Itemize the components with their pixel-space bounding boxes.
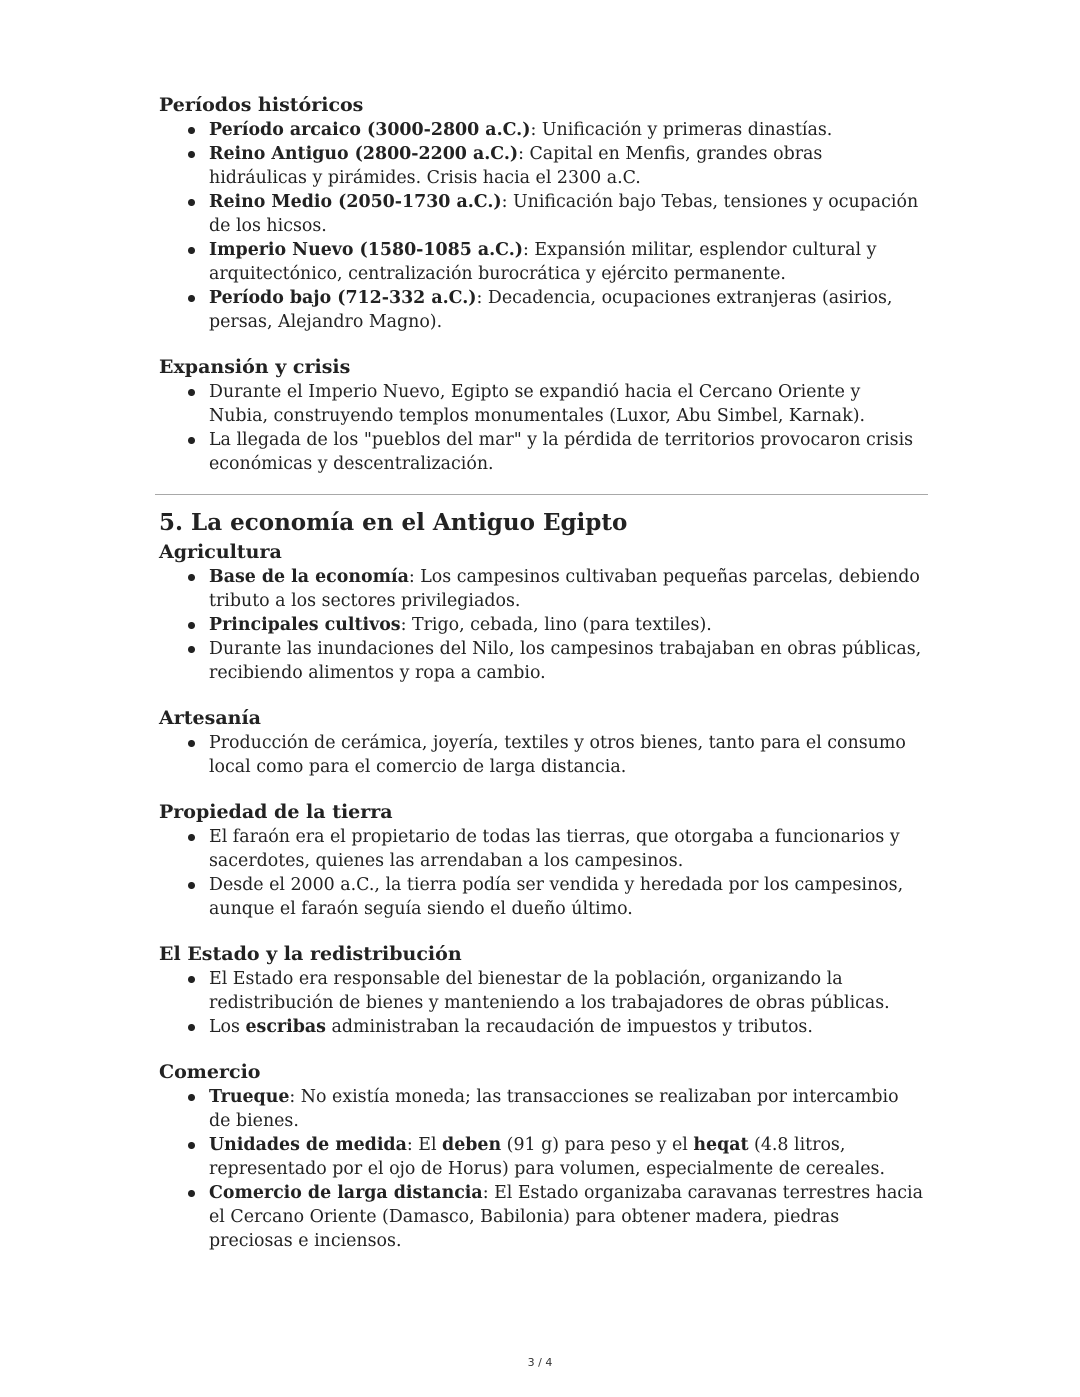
- item-text: Durante las inundaciones del Nilo, los campesinos trabajaban en obras públicas, recibiendo alimentos y ropa a cambio.: [209, 639, 922, 683]
- bold-term: Reino Medio (2050-1730 a.C.): [209, 192, 502, 212]
- item-text: : Decadencia, ocupaciones extranjeras (asirios, persas, Alejandro Magno).: [209, 288, 893, 332]
- bold-term: deben: [442, 1135, 502, 1155]
- list-item: [209, 565, 924, 613]
- list-item: [209, 1015, 924, 1039]
- bold-term: escribas: [245, 1017, 326, 1037]
- list-item: [209, 967, 924, 1015]
- list-item: [209, 118, 924, 142]
- item-text: : Trigo, cebada, lino (para textiles).: [400, 615, 712, 635]
- list-item: [209, 1181, 924, 1253]
- list-artesania: [159, 731, 924, 779]
- bold-term: Base de la economía: [209, 567, 409, 587]
- item-text: : Capital en Menfis, grandes obras hidráulicas y pirámides. Crisis hacia el 2300 a.C.: [209, 144, 823, 188]
- page-number: 3 / 4: [527, 1356, 553, 1369]
- list-item: [209, 142, 924, 190]
- list-estado: [159, 967, 924, 1039]
- item-text: El faraón era el propietario de todas las tierras, que otorgaba a funcionarios y sacerdotes, quienes las arrendaban a los campesinos.: [209, 827, 900, 871]
- list-item: [209, 1133, 924, 1181]
- item-text: : Unificación bajo Tebas, tensiones y ocupación de los hicsos.: [209, 192, 919, 236]
- document-page: [159, 92, 924, 1253]
- item-text: (4.8 litros, representado por el ojo de Horus) para volumen, especialmente de cereales.: [209, 1135, 886, 1179]
- item-text: : Unificación y primeras dinastías.: [530, 120, 833, 140]
- list-expansion: [159, 380, 924, 476]
- list-item: [209, 873, 924, 921]
- heading-artesania: Artesanía: [159, 707, 261, 729]
- item-text: : Expansión militar, esplendor cultural y arquitectónico, centralización burocrática y ejército permanente.: [209, 240, 877, 284]
- bold-term: Imperio Nuevo (1580-1085 a.C.): [209, 240, 523, 260]
- section-title-economia: 5. La economía en el Antiguo Egipto: [159, 509, 628, 536]
- list-item: [209, 428, 924, 476]
- bold-term: Período bajo (712-332 a.C.): [209, 288, 477, 308]
- list-periodos: [159, 118, 924, 334]
- item-text: : El: [406, 1135, 443, 1155]
- list-item: [209, 825, 924, 873]
- item-text: Durante el Imperio Nuevo, Egipto se expandió hacia el Cercano Oriente y Nubia, construyendo templos monumentales (Luxor, Abu Simbel, Karnak).: [209, 382, 866, 426]
- heading-propiedad-tierra: Propiedad de la tierra: [159, 801, 393, 823]
- list-item: [209, 380, 924, 428]
- bold-term: Trueque: [209, 1087, 290, 1107]
- list-propiedad: [159, 825, 924, 921]
- bold-term: heqat: [693, 1135, 749, 1155]
- horizontal-divider: [155, 494, 928, 495]
- bold-term: Principales cultivos: [209, 615, 401, 635]
- bold-term: Unidades de medida: [209, 1135, 407, 1155]
- item-text: Desde el 2000 a.C., la tierra podía ser vendida y heredada por los campesinos, aunque el faraón seguía siendo el dueño último.: [209, 875, 904, 919]
- list-item: [209, 190, 924, 238]
- heading-periodos-historicos: Períodos históricos: [159, 94, 364, 116]
- list-item: [209, 731, 924, 779]
- item-text: Los: [209, 1017, 246, 1037]
- item-text: administraban la recaudación de impuestos y tributos.: [325, 1017, 813, 1037]
- heading-estado-redistribucion: El Estado y la redistribución: [159, 943, 462, 965]
- list-item: [209, 1085, 924, 1133]
- list-comercio: [159, 1085, 924, 1253]
- item-text: (91 g) para peso y el: [501, 1135, 694, 1155]
- item-text: La llegada de los "pueblos del mar" y la pérdida de territorios provocaron crisis económicas y descentralización.: [209, 430, 914, 474]
- heading-comercio: Comercio: [159, 1061, 261, 1083]
- list-item: [209, 613, 924, 637]
- item-text: : El Estado organizaba caravanas terrestres hacia el Cercano Oriente (Damasco, Babilonia) para obtener madera, piedras preciosas e inciensos.: [209, 1183, 923, 1251]
- list-item: [209, 286, 924, 334]
- heading-expansion-crisis: Expansión y crisis: [159, 356, 351, 378]
- bold-term: Comercio de larga distancia: [209, 1183, 483, 1203]
- list-agricultura: [159, 565, 924, 685]
- list-item: [209, 637, 924, 685]
- bold-term: Período arcaico (3000-2800 a.C.): [209, 120, 531, 140]
- bold-term: Reino Antiguo (2800-2200 a.C.): [209, 144, 519, 164]
- item-text: Producción de cerámica, joyería, textiles y otros bienes, tanto para el consumo local como para el comercio de larga distancia.: [209, 733, 906, 777]
- item-text: : No existía moneda; las transacciones se realizaban por intercambio de bienes.: [209, 1087, 899, 1131]
- item-text: : Los campesinos cultivaban pequeñas parcelas, debiendo tributo a los sectores privilegiados.: [209, 567, 920, 611]
- list-item: [209, 238, 924, 286]
- heading-agricultura: Agricultura: [159, 541, 282, 563]
- item-text: El Estado era responsable del bienestar de la población, organizando la redistribución de bienes y manteniendo a los trabajadores de obras públicas.: [209, 969, 890, 1013]
